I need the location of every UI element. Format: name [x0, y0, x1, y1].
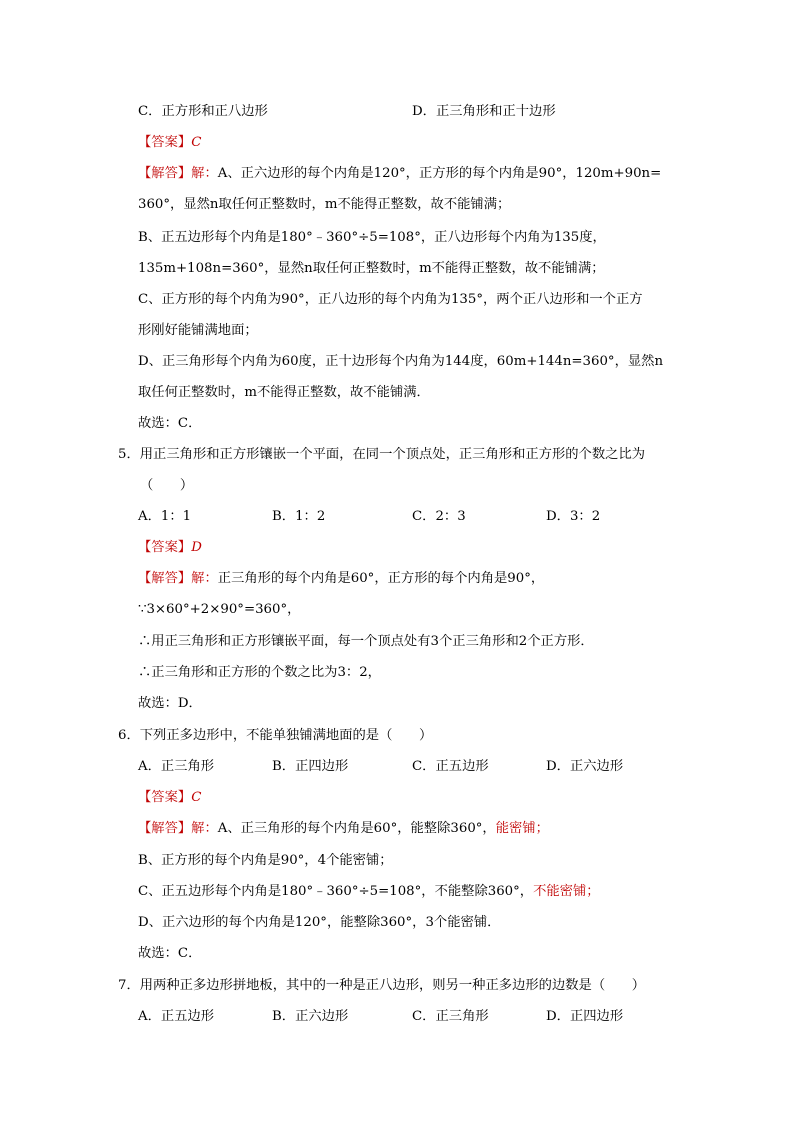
- solution-label: 【解答】解：: [138, 821, 218, 836]
- q5-option-c: C．2：3: [412, 509, 466, 524]
- q5-expl-text: 正三角形的每个内角是60°，正方形的每个内角是90°，: [217, 571, 545, 586]
- q4-expl-text: A、正六边形的每个内角是120°，正方形的每个内角是90°，120m+90n=: [217, 166, 662, 181]
- q6-option-b: B．正四边形: [272, 759, 349, 774]
- answer-label: 【答案】: [138, 540, 192, 555]
- q4-choice: 故选：C．: [138, 416, 202, 431]
- q4-option-d: D．正三角形和正十边形: [412, 104, 556, 119]
- q5-expl-line4: ∴正三角形和正方形的个数之比为3：2，: [138, 665, 381, 680]
- q4-expl-line6: 形刚好能铺满地面；: [138, 323, 258, 338]
- q7-stem: 7．用两种正多边形拼地板，其中的一种是正八边形，则另一种正多边形的边数是（ ）: [118, 978, 646, 993]
- q5-option-d: D．3：2: [546, 509, 601, 524]
- q4-expl-line4: 135m+108n=360°，显然n取任何正整数时，m不能得正整数，故不能铺满；: [138, 261, 605, 276]
- answer-label: 【答案】: [138, 135, 192, 150]
- q6-choice: 故选：C．: [138, 946, 202, 961]
- q6-expl-line3: [138, 882, 600, 902]
- q4-expl-line1: [138, 164, 661, 184]
- q5-expl-line1: [138, 569, 544, 589]
- answer-label: 【答案】: [138, 790, 192, 805]
- q6-option-a: A．正三角形: [138, 759, 215, 774]
- q6-stem: 6．下列正多边形中，不能单独铺满地面的是（ ）: [118, 728, 433, 743]
- q6-answer: [138, 788, 201, 808]
- q5-option-b: B．1：2: [272, 509, 326, 524]
- q4-option-c: C．正方形和正八边形: [138, 104, 268, 119]
- q6-expl-line2: B、正方形的每个内角是90°，4个能密铺；: [138, 853, 393, 868]
- q6-option-d: D．正六边形: [546, 759, 624, 774]
- q6-option-c: C．正五边形: [412, 759, 489, 774]
- answer-value: D: [191, 540, 202, 555]
- solution-label: 【解答】解：: [138, 571, 218, 586]
- q7-option-a: A．正五边形: [138, 1009, 215, 1024]
- q7-option-d: D．正四边形: [546, 1009, 624, 1024]
- q4-expl-line8: 取任何正整数时，m不能得正整数，故不能铺满．: [138, 385, 430, 400]
- q6-expl-line1: [138, 819, 549, 839]
- q4-answer: [138, 133, 201, 153]
- q5-paren: （ ）: [140, 478, 194, 493]
- q5-expl-line3: ∴用正三角形和正方形镶嵌平面，每一个顶点处有3个正三角形和2个正方形．: [138, 634, 594, 649]
- q4-expl-line2: 360°，显然n取任何正整数时，m不能得正整数，故不能铺满；: [138, 197, 511, 212]
- q5-choice: 故选：D．: [138, 696, 202, 711]
- q5-option-a: A．1：1: [138, 509, 192, 524]
- solution-label: 【解答】解：: [138, 166, 218, 181]
- q5-expl-line2: ∵3×60°+2×90°=360°，: [138, 602, 301, 617]
- q6-expl-highlight: 能密铺；: [495, 821, 549, 836]
- q5-answer: [138, 538, 202, 558]
- answer-value: C: [191, 135, 202, 150]
- q7-option-b: B．正六边形: [272, 1009, 349, 1024]
- answer-value: C: [191, 790, 202, 805]
- q6-expl-text: A、正三角形的每个内角是60°，能整除360°，: [217, 821, 496, 836]
- q4-expl-line7: D、正三角形每个内角为60度，正十边形每个内角为144度，60m+144n=360°，显然n: [138, 354, 664, 369]
- q4-expl-line3: B、正五边形每个内角是180°﹣360°÷5=108°，正八边形每个内角为135度，: [138, 230, 606, 245]
- q6-expl-text: C、正五边形每个内角是180°﹣360°÷5=108°，不能整除360°，: [138, 884, 534, 899]
- q4-expl-line5: C、正方形的每个内角为90°，正八边形的每个内角为135°，两个正八边形和一个正方: [138, 292, 643, 307]
- q7-option-c: C．正三角形: [412, 1009, 489, 1024]
- q6-expl-highlight: 不能密铺；: [533, 884, 600, 899]
- q6-expl-line4: D、正六边形的每个内角是120°，能整除360°，3个能密铺．: [138, 915, 501, 930]
- q5-stem: 5．用正三角形和正方形镶嵌一个平面，在同一个顶点处，正三角形和正方形的个数之比为: [118, 447, 646, 462]
